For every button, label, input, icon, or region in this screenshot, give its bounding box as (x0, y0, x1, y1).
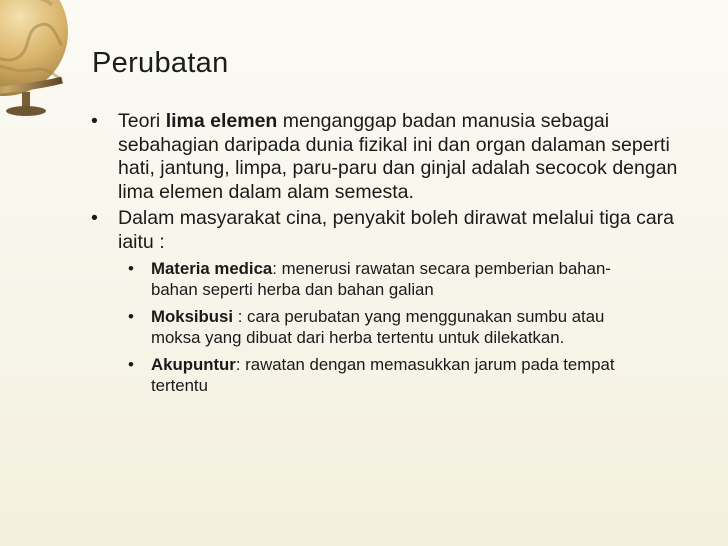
subbullet-akupuntur (88, 354, 651, 396)
slide-title: Perubatan (92, 47, 229, 79)
slide-content (88, 110, 708, 402)
subbullet-term: Materia medica (151, 259, 273, 278)
bullet-marker: • (128, 259, 134, 278)
globe-icon (0, 0, 74, 120)
subbullet-text: : menerusi rawatan secara pemberian bahan-bahan seperti herba dan bahan galian (151, 259, 611, 299)
subbullet-materia-medica (88, 258, 651, 300)
bullet-text-bold: lima elemen (165, 110, 278, 132)
bullet-text-segment: menganggap badan manusia sebagai sebahagian daripada dunia fizikal ini dan organ dalaman seperti hati, jantung, limpa, paru-paru dan ginjal adalah secocok dengan lima elemen dalam alam semesta. (118, 110, 678, 203)
subbullet-term: Moksibusi (151, 307, 234, 326)
bullet-marker: • (91, 110, 98, 132)
subbullet-term: Akupuntur (151, 355, 236, 374)
bullet-marker: • (91, 207, 98, 229)
subbullet-text: : rawatan dengan memasukkan jarum pada tempat tertentu (151, 355, 615, 395)
subbullet-text: : cara perubatan yang menggunakan sumbu atau moksa yang dibuat dari herba tertentu untuk dilekatkan. (151, 307, 605, 347)
bullet-marker: • (128, 307, 134, 326)
bullet-tiga-cara (88, 207, 708, 254)
bullet-text-segment: Dalam masyarakat cina, penyakit boleh dirawat melalui tiga cara iaitu : (118, 207, 675, 253)
subbullet-moksibusi (88, 306, 651, 348)
bullet-marker: • (128, 355, 134, 374)
bullet-lima-elemen (88, 110, 708, 204)
bullet-text-segment: Teori (118, 110, 166, 132)
